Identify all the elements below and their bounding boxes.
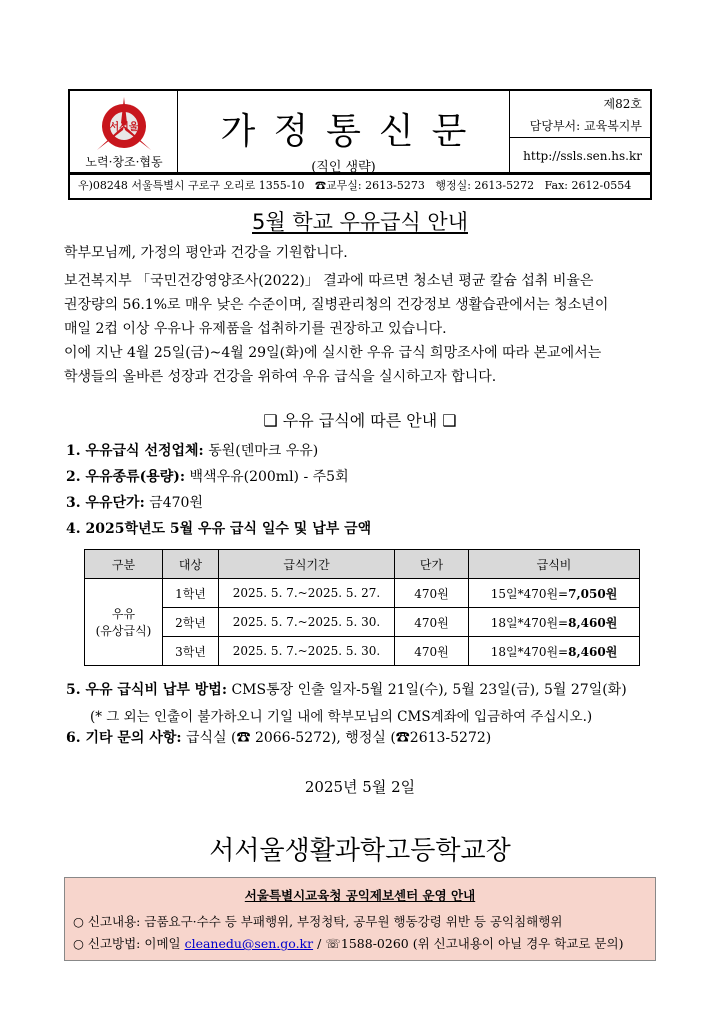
whistleblower-notice	[64, 877, 656, 961]
department-label: 담당부서:	[529, 119, 581, 133]
item-label: 6. 기타 문의 사항:	[66, 730, 182, 746]
list-item	[66, 466, 349, 486]
intro-line: 매일 2컵 이상 우유나 유제품을 섭취하기를 권장하고 있습니다.	[64, 321, 447, 337]
fee-calc: 18일*470원=	[490, 615, 569, 630]
document-title: 5월 학교 우유급식 안내	[252, 210, 468, 234]
fax-label: Fax:	[544, 179, 568, 192]
grade-cell: 1학년	[163, 579, 219, 608]
fee-cell	[469, 608, 640, 637]
emblem-text: 서서울	[109, 122, 139, 133]
school-url-link[interactable]: http://ssls.sen.hs.kr	[523, 149, 642, 163]
fee-cell	[469, 579, 640, 608]
item-value: 급식실 (☎ 2066-5272), 행정실 (☎2613-5272)	[186, 730, 492, 746]
fee-total: 7,050원	[568, 586, 618, 601]
page-subtitle: (직인 생략)	[311, 160, 376, 175]
grade-cell: 3학년	[163, 637, 219, 666]
item-value: 금470원	[149, 495, 203, 511]
intro-line: 보건복지부 「국민건강영양조사(2022)」 결과에 따르면 청소년 평균 칼슘 섭취 비율은	[64, 273, 594, 289]
category-line: (유상급식)	[95, 624, 152, 638]
department	[530, 117, 642, 134]
col-header: 구분	[85, 550, 163, 579]
item-label: 1. 우유급식 선정업체:	[66, 443, 204, 459]
list-item	[66, 727, 491, 747]
item-label: 3. 우유단가:	[66, 495, 145, 511]
item-value: CMS통장 인출 일자-5월 21일(수), 5월 23일(금), 5월 27일(화)	[231, 682, 627, 698]
item-label: 5. 우유 급식비 납부 방법:	[66, 682, 227, 698]
period-cell: 2025. 5. 7.~2025. 5. 30.	[219, 608, 395, 637]
payment-note: (* 그 외는 인출이 불가하오니 기일 내에 학부모님의 CMS계좌에 입금하여 주십시오.)	[90, 709, 593, 725]
fee-total: 8,460원	[568, 644, 618, 659]
postal-code: 우)08248	[78, 179, 128, 192]
list-item	[66, 492, 203, 512]
notice-line	[73, 934, 623, 952]
address-bar	[68, 174, 652, 200]
price-cell: 470원	[395, 608, 469, 637]
info-cell	[510, 91, 650, 172]
fee-total: 8,460원	[568, 615, 618, 630]
office-label: ☎교무실:	[315, 179, 362, 192]
school-logo-cell	[70, 91, 178, 172]
col-header: 단가	[395, 550, 469, 579]
item-value: 백색우유(200ml) - 주5회	[189, 469, 349, 485]
notice-line: ○ 신고내용: 금품요구·수수 등 부패행위, 부정청탁, 공무원 행동강령 위반 등 공익침해행위	[73, 914, 563, 929]
letterhead	[68, 89, 652, 174]
email-link[interactable]: cleanedu@sen.go.kr	[184, 936, 314, 951]
list-item	[66, 679, 627, 699]
notice-prefix: ○ 신고방법: 이메일	[73, 936, 185, 951]
table-header-row	[85, 550, 640, 579]
col-header: 대상	[163, 550, 219, 579]
intro-line: 이에 지난 4월 25일(금)~4월 29일(화)에 실시한 우유 급식 희망조사에 따라 본교에서는	[64, 345, 602, 361]
section-heading: ❑ 우유 급식에 따른 안내 ❑	[263, 411, 457, 430]
intro-line: 권장량의 56.1%로 매우 낮은 수준이며, 질병관리청의 건강정보 생활습관에서는 청소년이	[64, 297, 609, 313]
table-row	[85, 637, 640, 666]
col-header: 급식비	[469, 550, 640, 579]
notice-title: 서울특별시교육청 공익제보센터 운영 안내	[244, 888, 476, 903]
item-label: 4. 2025학년도 5월 우유 급식 일수 및 납부 금액	[66, 521, 372, 537]
price-cell: 470원	[395, 579, 469, 608]
intro-line: 학부모님께, 가정의 평안과 건강을 기원합니다.	[64, 245, 348, 261]
category-line: 우유	[111, 607, 136, 621]
address: 서울특별시 구로구 오리로 1355-10	[131, 179, 305, 192]
table-row	[85, 579, 640, 608]
fee-calc: 18일*470원=	[490, 644, 569, 659]
fax-number: 2612-0554	[571, 179, 632, 192]
divider	[510, 137, 650, 138]
price-cell: 470원	[395, 637, 469, 666]
item-label: 2. 우유종류(용량):	[66, 469, 186, 485]
fee-cell	[469, 637, 640, 666]
school-motto: 노력·창조·협동	[85, 155, 163, 169]
title-cell	[178, 91, 510, 175]
item-value: 동원(덴마크 우유)	[208, 443, 319, 459]
issue-number: 제82호	[603, 97, 642, 111]
admin-label: 행정실:	[435, 179, 471, 192]
school-emblem-icon	[89, 95, 159, 157]
category-cell	[85, 579, 163, 666]
fee-calc: 15일*470원=	[490, 586, 569, 601]
department-value: 교육복지부	[584, 119, 642, 133]
notice-suffix: / ☏1588-0260 (위 신고내용이 아닐 경우 학교로 문의)	[313, 936, 624, 951]
col-header: 급식기간	[219, 550, 395, 579]
grade-cell: 2학년	[163, 608, 219, 637]
list-item	[66, 440, 318, 460]
admin-tel: 2613-5272	[474, 179, 535, 192]
intro-line: 학생들의 올바른 성장과 건강을 위하여 우유 급식을 실시하고자 합니다.	[64, 369, 497, 385]
page-title: 가정통신문	[220, 111, 485, 152]
period-cell: 2025. 5. 7.~2025. 5. 27.	[219, 579, 395, 608]
list-item	[66, 518, 371, 538]
table-row	[85, 608, 640, 637]
fee-table	[84, 549, 640, 666]
office-tel: 2613-5273	[365, 179, 425, 192]
period-cell: 2025. 5. 7.~2025. 5. 30.	[219, 637, 395, 666]
principal-signature: 서서울생활과학고등학교장	[209, 836, 511, 866]
issue-date: 2025년 5월 2일	[304, 778, 416, 796]
